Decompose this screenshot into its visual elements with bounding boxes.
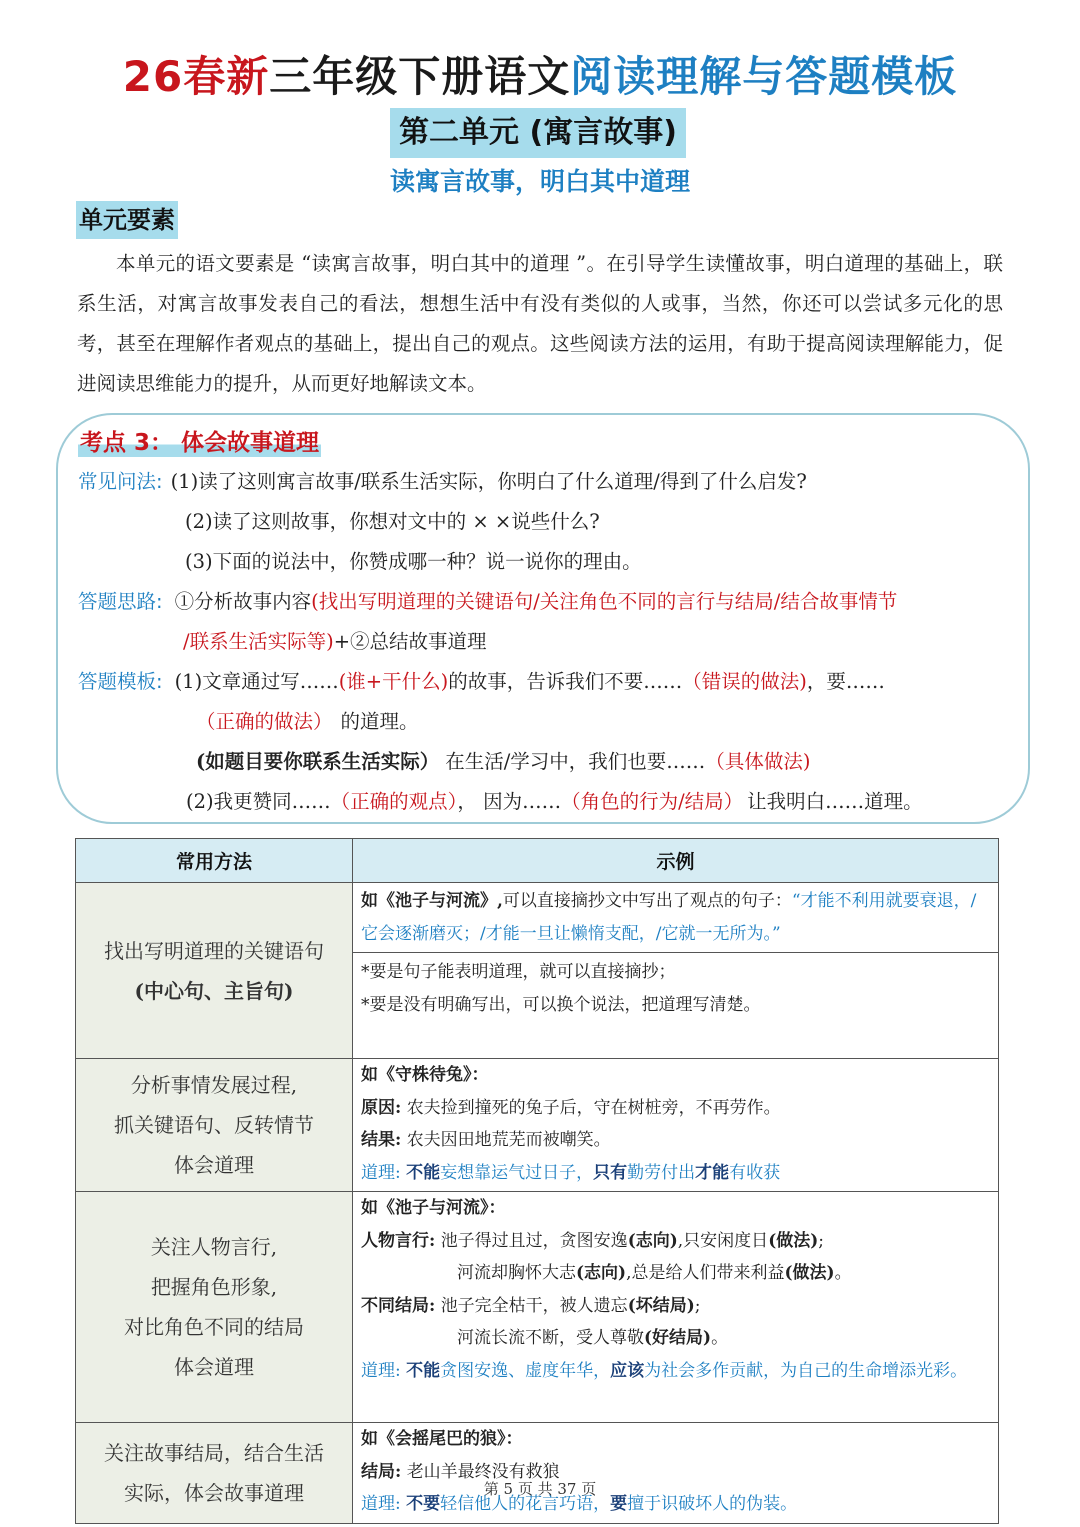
lesson-line bbox=[361, 1157, 990, 1190]
template-blank: （正确的做法） bbox=[196, 710, 333, 733]
example-text: ,只安闲度日 bbox=[677, 1230, 769, 1251]
example-text: 。 bbox=[711, 1328, 729, 1348]
common-questions-row-1 bbox=[78, 462, 807, 502]
template-text: 让我明白……道理。 bbox=[747, 790, 923, 813]
template-blank: （错误的做法) bbox=[682, 670, 807, 693]
tag: (坏结局) bbox=[627, 1295, 695, 1316]
method-line: 分析事情发展过程, bbox=[130, 1073, 298, 1097]
lesson-text: 妄想靠运气过日子， bbox=[440, 1162, 594, 1183]
method-line: (中心句、主旨句) bbox=[134, 978, 294, 1003]
story-title: 如《池子与河流》： bbox=[361, 1198, 506, 1218]
example-cell bbox=[353, 1059, 999, 1192]
approach-step-1: ①分析故事内容 bbox=[174, 590, 312, 613]
method-line: 关注故事结局，结合生活 bbox=[104, 1441, 324, 1465]
example-text: 池子得过且过，贪图安逸 bbox=[440, 1230, 628, 1251]
lesson-text: 轻信他人的花言巧语， bbox=[440, 1494, 611, 1514]
quote-text: “才能不利用就要衰退，/它会逐渐磨灭；/才能一旦让懒惰支配，/它就一无所为。” bbox=[361, 891, 977, 944]
method-line: 抓关键语句、反转情节 bbox=[114, 1113, 314, 1137]
method-line: 实际，体会故事道理 bbox=[124, 1481, 304, 1505]
example-text: 池子完全枯干，被人遗忘 bbox=[440, 1295, 628, 1316]
method-line: 体会道理 bbox=[174, 1355, 254, 1379]
template-text: ， 因为…… bbox=[457, 790, 562, 813]
story-title: 如《守株待兔》： bbox=[361, 1065, 489, 1085]
example-line bbox=[361, 1322, 990, 1355]
example-line bbox=[361, 1124, 990, 1157]
approach-row-1 bbox=[78, 582, 897, 622]
template-label: 答题模板: bbox=[78, 670, 163, 693]
approach-row-2 bbox=[183, 622, 487, 662]
title-black-part: 三年级下册语文 bbox=[269, 52, 571, 101]
title-blue-part: 阅读理解与答题模板 bbox=[570, 52, 958, 101]
example-line bbox=[361, 1257, 990, 1290]
template-text: ，要…… bbox=[806, 670, 885, 693]
tag: (做法) bbox=[768, 1230, 819, 1251]
note-line: *要是没有明确写出，可以换个说法，把道理写清楚。 bbox=[361, 994, 761, 1015]
title-red-part: 26春新 bbox=[122, 52, 270, 101]
lesson-keyword: 要 bbox=[610, 1494, 628, 1514]
approach-detail-2: /联系生活实际等) bbox=[183, 630, 334, 653]
lesson-keyword: 应该 bbox=[610, 1360, 645, 1381]
template-row-3 bbox=[196, 742, 810, 782]
lesson-keyword: 不能 bbox=[406, 1162, 441, 1183]
table-row bbox=[76, 1059, 999, 1192]
approach-step-2: +②总结故事道理 bbox=[333, 630, 487, 653]
method-line: 对比角色不同的结局 bbox=[124, 1315, 304, 1339]
approach-detail-1: (找出写明道理的关键语句/关注角色不同的言行与结局/结合故事情节 bbox=[311, 590, 898, 613]
method-line: 体会道理 bbox=[174, 1153, 254, 1177]
question-3: (3)下面的说法中，你赞成哪一种？说一说你的理由。 bbox=[185, 550, 642, 573]
example-line bbox=[361, 1290, 990, 1323]
lesson-label: 道理: bbox=[361, 1360, 401, 1381]
template-note: (如题目要你联系生活实际） bbox=[196, 750, 440, 773]
tag: (做法) bbox=[784, 1263, 835, 1283]
page-title bbox=[0, 44, 1080, 104]
lesson-line bbox=[361, 1355, 990, 1388]
line-label: 结果: bbox=[361, 1130, 402, 1150]
method-cell bbox=[76, 1423, 353, 1524]
lesson-keyword: 只有 bbox=[593, 1162, 628, 1183]
header-example: 示例 bbox=[353, 839, 999, 883]
line-label: 人物言行: bbox=[361, 1230, 436, 1251]
lesson-label: 道理: bbox=[361, 1162, 401, 1183]
kaodian-title: 考点 3： 体会故事道理 bbox=[78, 424, 321, 457]
template-blank: （角色的行为/结局） bbox=[561, 790, 744, 813]
line-label: 结局: bbox=[361, 1461, 402, 1482]
example-text: 可以直接摘抄文中写出了观点的句子： bbox=[502, 891, 792, 911]
lesson-text: 有收获 bbox=[729, 1162, 781, 1183]
tag: (志向) bbox=[627, 1230, 678, 1251]
story-title: 如《会摇尾巴的狼》： bbox=[361, 1429, 523, 1449]
example-text: 农夫捡到撞死的兔子后，守在树桩旁，不再劳作。 bbox=[406, 1097, 781, 1118]
methods-table bbox=[75, 838, 999, 1524]
unit-subtitle: 读寓言故事，明白其中道理 bbox=[389, 167, 690, 196]
example-text: ; bbox=[694, 1295, 701, 1316]
unit-elements-paragraph: 本单元的语文要素是 “读寓言故事，明白其中的道理 ”。在引导学生读懂故事，明白道理的基础上，联系生活，对寓言故事发表自己的看法，想想生活中有没有类似的人或事，当然，你还可以尝试多元化的思考，甚至在理解作者观点的基础上，提出自己的观点。这些阅读方法的运用，有助于提高阅读理解能力，促进阅读思维能力的提升，从而更好地解读文本。 bbox=[77, 252, 1003, 395]
example-line bbox=[361, 1225, 990, 1258]
example-text: ; bbox=[818, 1230, 825, 1251]
example-cell bbox=[353, 1192, 999, 1423]
example-quote bbox=[361, 883, 990, 952]
question-2: (2)读了这则故事，你想对文中的 × ×说些什么? bbox=[185, 510, 600, 533]
template-text: 在生活/学习中，我们也要…… bbox=[445, 750, 706, 773]
example-line bbox=[361, 1092, 990, 1125]
note-line: *要是句子能表明道理，就可以直接摘抄； bbox=[361, 962, 676, 982]
method-cell bbox=[76, 883, 353, 1059]
template-text: 的故事，告诉我们不要…… bbox=[448, 670, 683, 693]
lesson-text: 勤劳付出 bbox=[627, 1162, 696, 1183]
tag: (志向) bbox=[576, 1263, 627, 1283]
common-questions-label: 常见问法: bbox=[78, 470, 163, 493]
table-row bbox=[76, 1192, 999, 1423]
example-text: 老山羊最终没有救狼 bbox=[406, 1461, 560, 1482]
example-text: 农夫因田地荒芜而被嘲笑。 bbox=[406, 1130, 611, 1150]
table-header-row bbox=[76, 839, 999, 883]
template-blank: （具体做法) bbox=[705, 750, 811, 773]
unit-elements-text bbox=[77, 244, 1003, 404]
example-text: 河流长流不断，受人尊敬 bbox=[457, 1328, 644, 1348]
template-text: (1)文章通过写…… bbox=[174, 670, 339, 693]
example-text: 。 bbox=[834, 1263, 852, 1283]
template-row-2 bbox=[196, 702, 419, 742]
lesson-text: 贪图安逸、虚度年华， bbox=[440, 1360, 611, 1381]
approach-label: 答题思路: bbox=[78, 590, 163, 613]
line-label: 原因: bbox=[361, 1097, 402, 1118]
template-row-4 bbox=[186, 782, 923, 822]
template-blank: （正确的观点） bbox=[330, 790, 458, 813]
table-row bbox=[76, 1423, 999, 1524]
example-notes bbox=[353, 952, 998, 1021]
table-row bbox=[76, 883, 999, 1059]
lesson-text: 为社会多作贡献，为自己的生命增添光彩。 bbox=[644, 1360, 968, 1381]
method-line: 把握角色形象, bbox=[150, 1275, 278, 1299]
example-text: ,总是给人们带来利益 bbox=[626, 1263, 785, 1283]
template-blank: (谁+干什么) bbox=[338, 670, 449, 693]
line-label: 不同结局: bbox=[361, 1295, 436, 1316]
page-footer: 第 5 页 共 37 页 bbox=[483, 1480, 597, 1498]
template-text: 的道理。 bbox=[340, 710, 419, 733]
method-line: 找出写明道理的关键语句 bbox=[104, 938, 324, 963]
lesson-keyword: 不要 bbox=[406, 1494, 441, 1514]
story-title: 如《池子与河流》, bbox=[361, 891, 503, 911]
method-line: 关注人物言行, bbox=[150, 1235, 278, 1259]
unit-elements-heading: 单元要素 bbox=[76, 201, 178, 239]
lesson-label: 道理: bbox=[361, 1494, 401, 1514]
lesson-keyword: 不能 bbox=[406, 1360, 441, 1381]
question-1: (1)读了这则寓言故事/联系生活实际，你明白了什么道理/得到了什么启发? bbox=[170, 470, 807, 493]
example-cell bbox=[353, 1423, 999, 1524]
example-text: 河流却胸怀大志 bbox=[457, 1263, 576, 1283]
header-method: 常用方法 bbox=[76, 839, 353, 883]
lesson-keyword: 才能 bbox=[695, 1162, 730, 1183]
unit-heading: 第二单元 (寓言故事) bbox=[390, 108, 686, 158]
template-text: (2)我更赞同…… bbox=[186, 790, 331, 813]
lesson-text: 擅于识破坏人的伪装。 bbox=[627, 1494, 798, 1514]
template-row-1 bbox=[78, 662, 885, 702]
method-cell bbox=[76, 1192, 353, 1423]
tag: (好结局) bbox=[644, 1328, 712, 1348]
method-cell bbox=[76, 1059, 353, 1192]
example-cell bbox=[353, 883, 999, 1059]
